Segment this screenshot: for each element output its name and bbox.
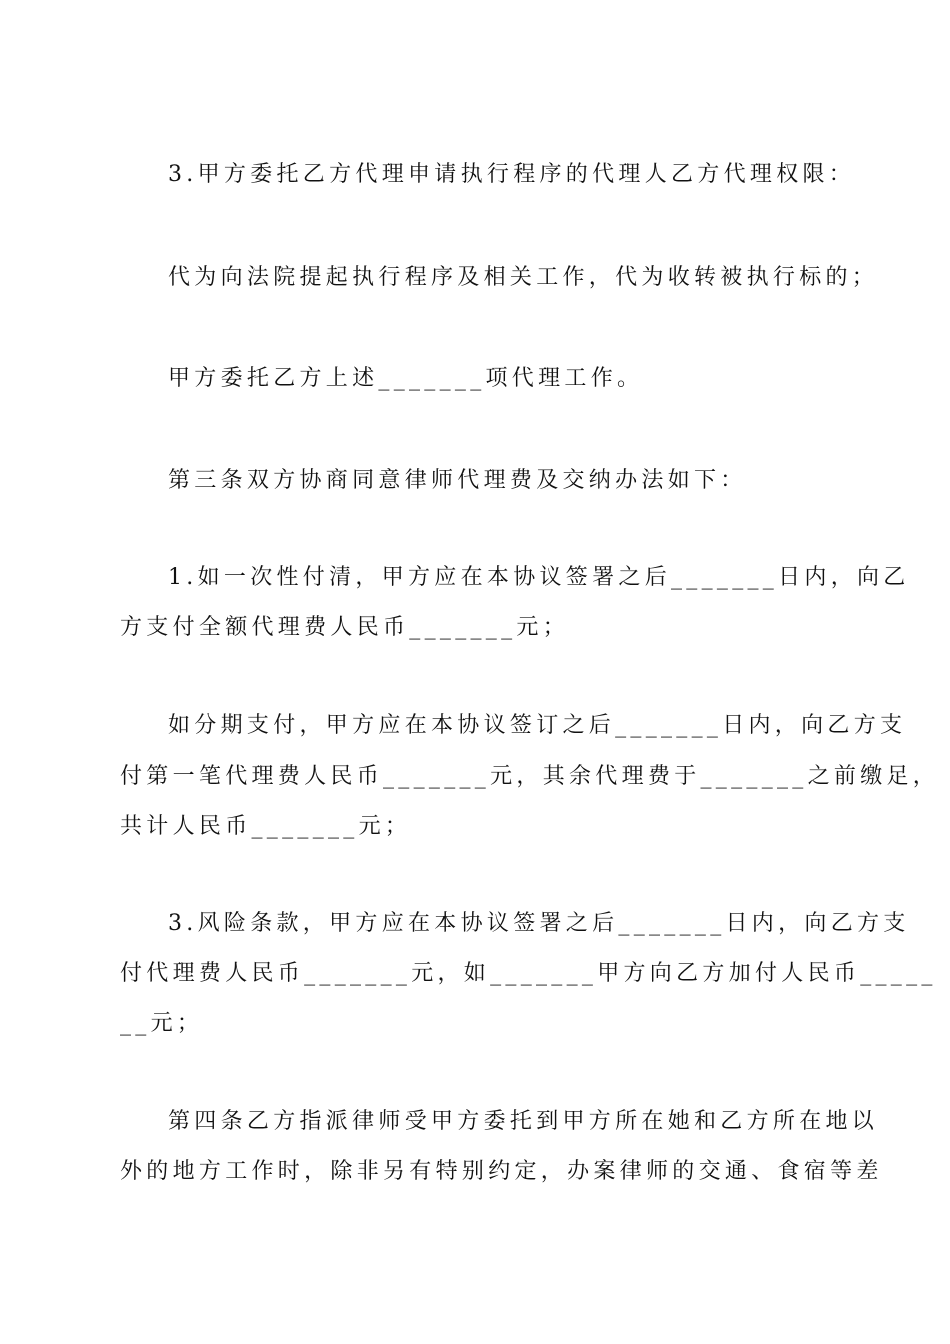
paragraph-line: 3.风险条款，甲方应在本协议签署之后_______日内，向乙方支 (168, 911, 910, 936)
paragraph-line: 方支付全额代理费人民币_______元； (120, 615, 570, 640)
section-heading-line: 第四条乙方指派律师受甲方委托到甲方所在她和乙方所在地以 (168, 1109, 879, 1134)
section-heading-line: 第三条双方协商同意律师代理费及交纳办法如下： (168, 468, 747, 493)
paragraph-line: 付第一笔代理费人民币_______元，其余代理费于_______之前缴足， (120, 764, 940, 789)
paragraph-line: 外的地方工作时，除非另有特别约定，办案律师的交通、食宿等差 (120, 1159, 883, 1184)
paragraph-line: 共计人民币_______元； (120, 814, 412, 839)
paragraph-line: __元； (120, 1011, 204, 1036)
paragraph-line: 代为向法院提起执行程序及相关工作，代为收转被执行标的； (168, 265, 879, 290)
paragraph-line: 3.甲方委托乙方代理申请执行程序的代理人乙方代理权限： (168, 162, 856, 187)
paragraph-line: 如分期支付，甲方应在本协议签订之后_______日内，向乙方支 (168, 713, 907, 738)
paragraph-line: 甲方委托乙方上述_______项代理工作。 (168, 366, 644, 391)
paragraph-line: 1.如一次性付清，甲方应在本协议签署之后_______日内，向乙 (168, 565, 910, 590)
paragraph-line: 付代理费人民币_______元，如_______甲方向乙方加付人民币_____ (120, 961, 937, 986)
